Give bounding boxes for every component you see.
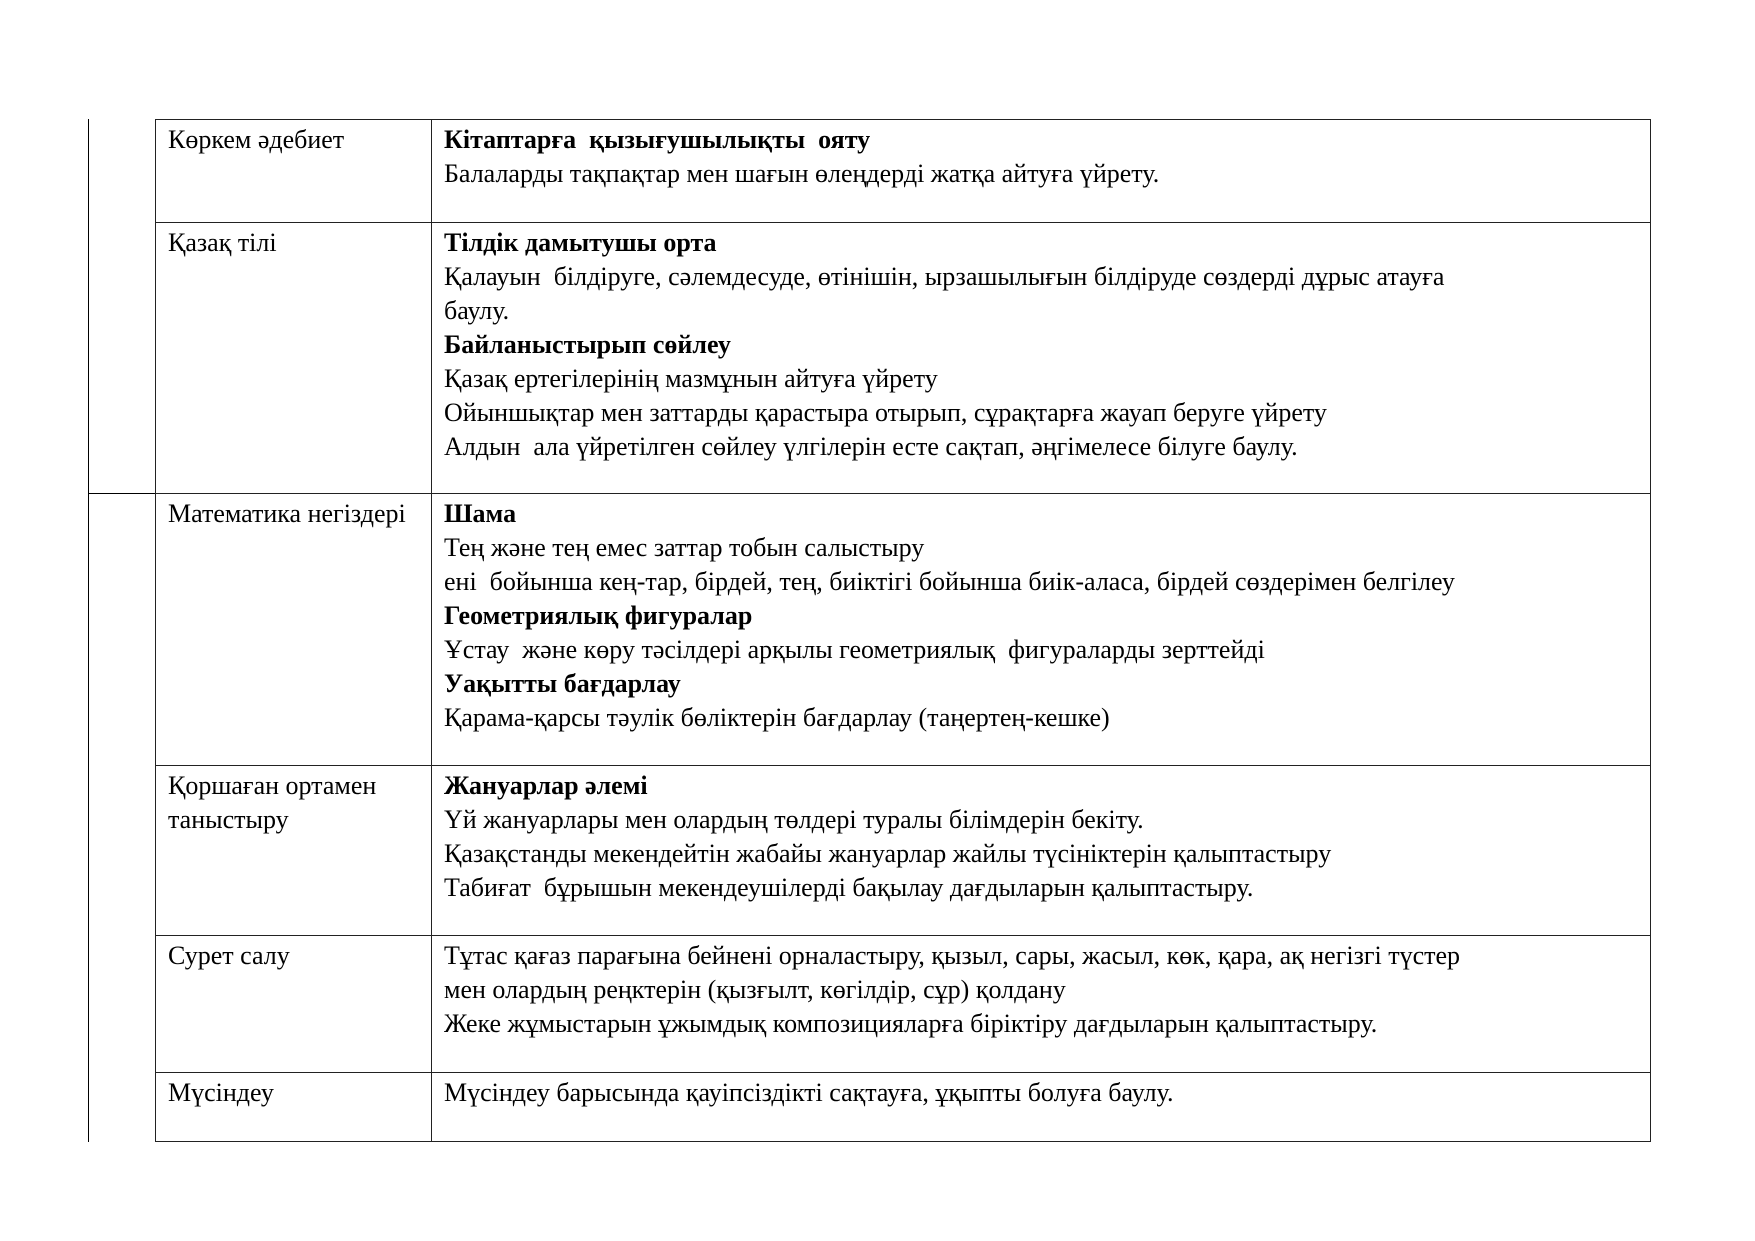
content-cell: [432, 120, 1651, 223]
subject-cell: Қоршаған ортамен таныстыру: [156, 766, 432, 936]
content-cell: [432, 1073, 1651, 1142]
table-row: [156, 120, 1651, 223]
content-line: Үй жануарлары мен олардың төлдері туралы білімдерін бекіту.: [444, 805, 1144, 834]
content-line: Қазақстанды мекендейтін жабайы жануарлар жайлы түсініктерін қалыптастыру: [444, 839, 1332, 868]
content-line: Табиғат бұрышын мекендеушілерді бақылау дағдыларын қалыптастыру.: [444, 873, 1254, 902]
content-line: Тұтас қағаз парағына бейнені орналастыру, қызыл, сары, жасыл, көк, қара, ақ негізгі түстер: [444, 941, 1461, 970]
subject-cell: Сурет салу: [156, 936, 432, 1073]
content-cell: [432, 494, 1651, 766]
content-line: ені бойынша кең-тар, бірдей, тең, биіктігі бойынша биік-аласа, бірдей сөздерімен белгілеу: [444, 567, 1455, 596]
subject-cell: Математика негіздері: [156, 494, 432, 766]
content-line: мен олардың реңктерін (қызғылт, көгілдір, сұр) қолдану: [444, 975, 1066, 1004]
content-line: Ұстау және көру тәсілдері арқылы геометриялық фигураларды зерттейді: [444, 635, 1265, 664]
subject-cell: Қазақ тілі: [156, 223, 432, 494]
content-line: Ойыншықтар мен заттарды қарастыра отырып, сұрақтарға жауап беруге үйрету: [444, 398, 1327, 427]
table-row: [156, 494, 1651, 766]
subject-cell: Мүсіндеу: [156, 1073, 432, 1142]
table-row: [156, 1073, 1651, 1142]
outer-column-segment: [88, 493, 156, 1142]
content-line: Қарама-қарсы тәулік бөліктерін бағдарлау (таңертең-кешке): [444, 703, 1110, 732]
content-line: Қазақ ертегілерінің мазмұнын айтуға үйрету: [444, 364, 938, 393]
section-heading: Уақытты бағдарлау: [444, 669, 681, 698]
content-line: Тең және тең емес заттар тобын салыстыру: [444, 533, 925, 562]
content-cell: [432, 223, 1651, 494]
section-heading: Байланыстырып сөйлеу: [444, 330, 731, 359]
curriculum-table: [155, 119, 1651, 1142]
table-row: [156, 766, 1651, 936]
content-line: баулу.: [444, 296, 510, 325]
section-heading: Кітаптарға қызығушылықты ояту: [444, 125, 871, 154]
content-line: Жеке жұмыстарын ұжымдық композицияларға біріктіру дағдыларын қалыптастыру.: [444, 1009, 1378, 1038]
section-heading: Геометриялық фигуралар: [444, 601, 753, 630]
section-heading: Жануарлар әлемі: [444, 771, 648, 800]
curriculum-table-body: [156, 120, 1651, 1142]
content-line: Қалауын білдіруге, сәлемдесуде, өтінішін, ырзашылығын білдіруде сөздерді дұрыс атауға: [444, 262, 1445, 291]
content-line: Балаларды тақпақтар мен шағын өлеңдерді жатқа айтуға үйрету.: [444, 159, 1160, 188]
content-line: Алдын ала үйретілген сөйлеу үлгілерін есте сақтап, әңгімелесе білуге баулу.: [444, 432, 1298, 461]
table-row: [156, 936, 1651, 1073]
subject-cell: Көркем әдебиет: [156, 120, 432, 223]
content-cell: [432, 936, 1651, 1073]
section-heading: Шама: [444, 499, 517, 528]
content-line: Мүсіндеу барысында қауіпсіздікті сақтауға, ұқыпты болуға баулу.: [444, 1078, 1174, 1107]
section-heading: Тілдік дамытушы орта: [444, 228, 717, 257]
table-row: [156, 223, 1651, 494]
content-cell: [432, 766, 1651, 936]
outer-column-segment: [88, 119, 156, 493]
